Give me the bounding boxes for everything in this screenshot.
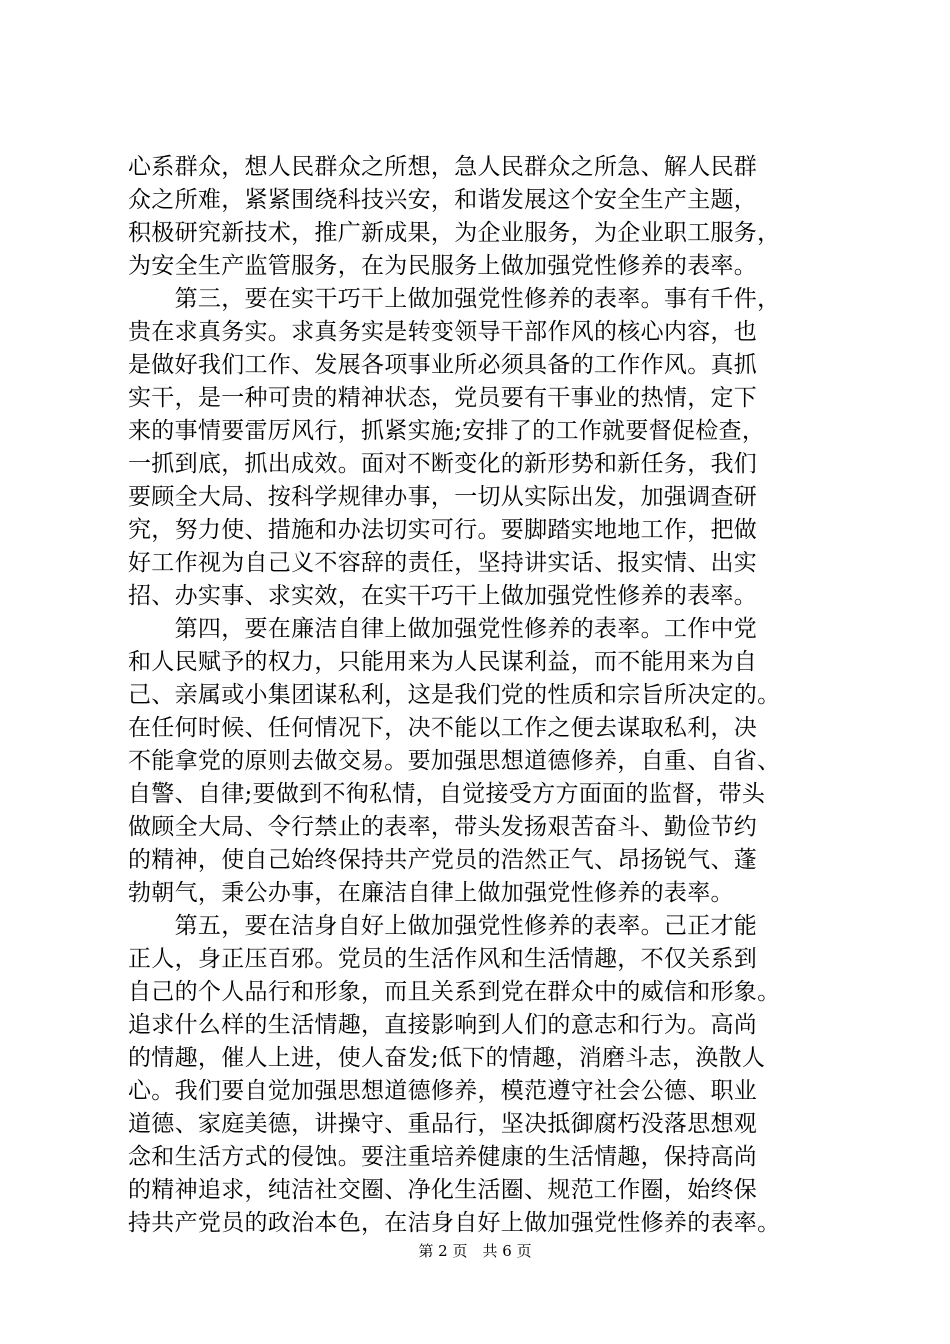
text-line: 来的事情要雷厉风行，抓紧实施;安排了的工作就要督促检查， [128, 418, 766, 444]
text-line: 正人，身正压百邪。党员的生活作风和生活情趣，不仅关系到 [128, 946, 758, 972]
text-line: 积极研究新技术，推广新成果，为企业服务，为企业职工服务， [128, 220, 781, 246]
text-line: 为安全生产监管服务，在为民服务上做加强党性修养的表率。 [128, 253, 758, 279]
text-line: 的精神追求，纯洁社交圈、净化生活圈、规范工作圈，始终保 [128, 1177, 758, 1203]
text-line: 众之所难，紧紧围绕科技兴安，和谐发展这个安全生产主题， [128, 187, 758, 213]
text-line: 的精神，使自己始终保持共产党员的浩然正气、昂扬锐气、蓬 [128, 847, 758, 873]
text-line: 勃朝气，秉公办事，在廉洁自律上做加强党性修养的表率。 [128, 880, 734, 906]
text-line: 自警、自律;要做到不徇私情，自觉接受方方面面的监督，带头 [128, 781, 766, 807]
text-line: 心。我们要自觉加强思想道德修养，模范遵守社会公德、职业 [128, 1078, 758, 1104]
text-line: 追求什么样的生活情趣，直接影响到人们的意志和行为。高尚 [128, 1012, 758, 1038]
text-line: 心系群众，想人民群众之所想，急人民群众之所急、解人民群 [128, 154, 758, 180]
text-line: 实干，是一种可贵的精神状态，党员要有干事业的热情，定下 [128, 385, 758, 411]
text-line: 是做好我们工作、发展各项事业所必须具备的工作作风。真抓 [128, 352, 758, 378]
text-line: 持共产党员的政治本色，在洁身自好上做加强党性修养的表率。 [128, 1210, 781, 1236]
text-line: 贵在求真务实。求真务实是转变领导干部作风的核心内容，也 [128, 319, 758, 345]
text-line: 第五，要在洁身自好上做加强党性修养的表率。己正才能 [128, 913, 758, 939]
text-line: 自己的个人品行和形象，而且关系到党在群众中的威信和形象。 [128, 979, 781, 1005]
text-line: 不能拿党的原则去做交易。要加强思想道德修养，自重、自省、 [128, 748, 781, 774]
text-line: 究，努力使、措施和办法切实可行。要脚踏实地地工作，把做 [128, 517, 758, 543]
text-line: 一抓到底，抓出成效。面对不断变化的新形势和新任务，我们 [128, 451, 758, 477]
text-line: 招、办实事、求实效，在实干巧干上做加强党性修养的表率。 [128, 583, 758, 609]
body-text [128, 151, 828, 1240]
text-line: 道德、家庭美德，讲操守、重品行，坚决抵御腐朽没落思想观 [128, 1111, 758, 1137]
text-line: 己、亲属或小集团谋私利，这是我们党的性质和宗旨所决定的。 [128, 682, 781, 708]
text-line: 的情趣，催人上进，使人奋发;低下的情趣，消磨斗志，涣散人 [128, 1045, 766, 1071]
page-footer: 第 2 页 共 6 页 [418, 1242, 532, 1260]
text-line: 和人民赋予的权力，只能用来为人民谋利益，而不能用来为自 [128, 649, 758, 675]
text-line: 第三，要在实干巧干上做加强党性修养的表率。事有千件， [128, 286, 781, 312]
text-line: 好工作视为自己义不容辞的责任，坚持讲实话、报实情、出实 [128, 550, 758, 576]
text-line: 要顾全大局、按科学规律办事，一切从实际出发，加强调查研 [128, 484, 758, 510]
text-line: 念和生活方式的侵蚀。要注重培养健康的生活情趣，保持高尚 [128, 1144, 758, 1170]
text-line: 做顾全大局、令行禁止的表率，带头发扬艰苦奋斗、勤俭节约 [128, 814, 758, 840]
text-line: 在任何时候、任何情况下，决不能以工作之便去谋取私利，决 [128, 715, 758, 741]
text-line: 第四，要在廉洁自律上做加强党性修养的表率。工作中党 [128, 616, 758, 642]
